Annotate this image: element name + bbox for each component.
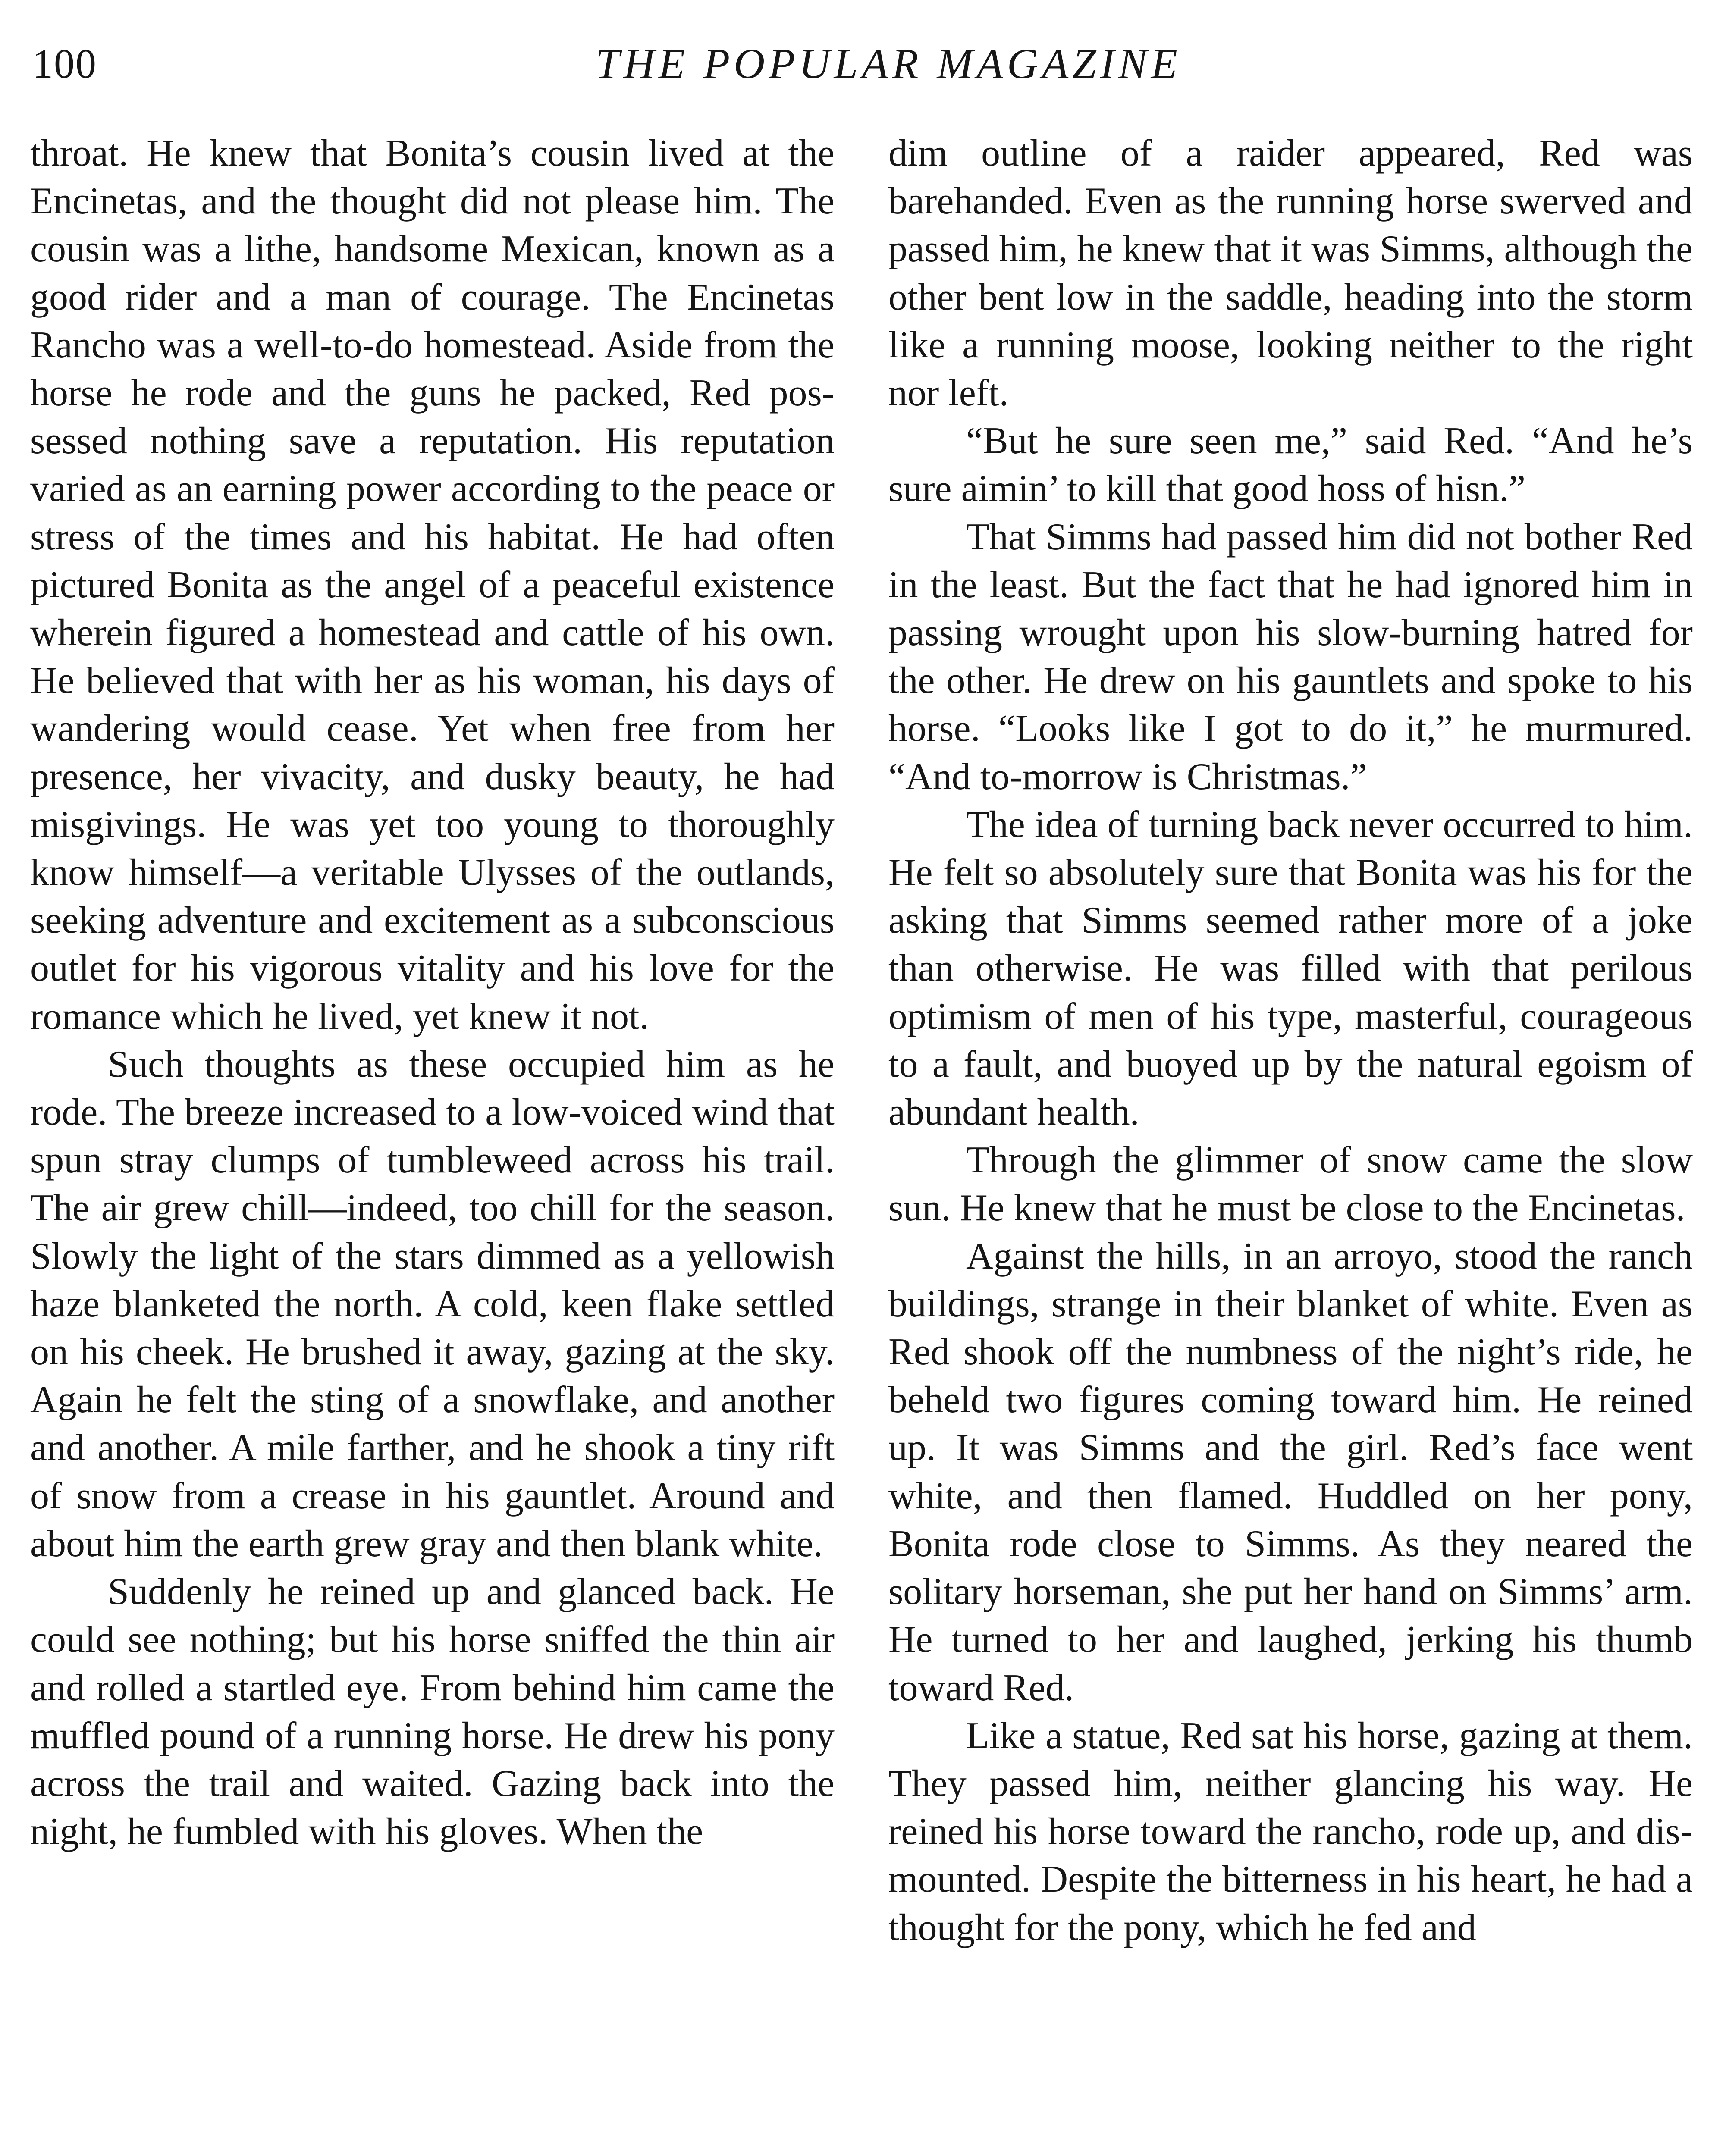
paragraph: dim outline of a raider appeared, Red was barehanded. Even as the running horse swerved and passed him, he knew that it was Simms, although the other bent low in the saddle, heading into the storm like a running moose, looking neither to the right nor left.	[888, 132, 1693, 414]
paragraph: Such thoughts as these occupied him as he rode. The breeze increased to a low-voiced wind that spun stray clumps of tumbleweed across his trail. The air grew chill—indeed, too chill for the season. Slowly the light of the stars dimmed as a yellowish haze blanketed the north. A cold, keen flake settled on his cheek. He brushed it away, gazing at the sky. Again he felt the sting of a snowflake, and another and another. A mile farther, and he shook a tiny rift of snow from a crease in his gauntlet. Around and about him the earth grew gray and then blank white.	[30, 1043, 835, 1565]
paragraph: throat. He knew that Bonita’s cousin lived at the Encinetas, and the thought did not please him. The cousin was a lithe, handsome Mexican, known as a good rider and a man of courage. The Encinetas Rancho was a well-to-do homestead. Aside from the horse he rode and the guns he packed, Red possessed nothing save a reputation. His reputation varied as an earning power according to the peace or stress of the times and his habitat. He had often pictured Bonita as the angel of a peaceful existence wherein figured a homestead and cattle of his own. He believed that with her as his woman, his days of wandering would cease. Yet when free from her presence, her vivacity, and dusky beauty, he had misgivings. He was yet too young to thoroughly know himself—a veritable Ulysses of the outlands, seeking adventure and excitement as a subconscious outlet for his vigorous vitality and his love for the romance which he lived, yet knew it not.	[30, 132, 835, 1037]
page-header	[32, 38, 1693, 94]
left-column	[30, 129, 835, 1855]
paragraph: “But he sure seen me,” said Red. “And he’s sure aimin’ to kill that good hoss of hisn.”	[888, 420, 1693, 510]
paragraph: Through the glimmer of snow came the slow sun. He knew that he must be close to the Encinetas.	[888, 1139, 1693, 1229]
paragraph: That Simms had passed him did not bother Red in the least. But the fact that he had ignored him in passing wrought upon his slow-burning hatred for the other. He drew on his gauntlets and spoke to his horse. “Looks like I got to do it,” he murmured. “And to-morrow is Christmas.”	[888, 516, 1693, 798]
paragraph: Against the hills, in an arroyo, stood the ranch buildings, strange in their blanket of white. Even as Red shook off the numbness of the night’s ride, he beheld two figures coming toward him. He reined up. It was Simms and the girl. Red’s face went white, and then flamed. Huddled on her pony, Bonita rode close to Simms. As they neared the solitary horseman, she put her hand on Simms’ arm. He turned to her and laughed, jerking his thumb toward Red.	[888, 1235, 1693, 1709]
running-title: THE POPULAR MAGAZINE	[596, 40, 1181, 88]
paragraph: Like a statue, Red sat his horse, gazing at them. They passed him, neither glancing his way. He reined his horse toward the rancho, rode up, and dismounted. Despite the bitterness in his heart, he had a thought for the pony, which he fed and	[888, 1714, 1693, 1949]
page-number: 100	[32, 41, 97, 87]
paragraph: Suddenly he reined up and glanced back. He could see nothing; but his horse sniffed the thin air and rolled a startled eye. From behind him came the muffled pound of a running horse. He drew his pony across the trail and waited. Gazing back into the night, he fumbled with his gloves. When the	[30, 1571, 835, 1853]
paragraph: The idea of turning back never occurred to him. He felt so absolutely sure that Bonita was his for the asking that Simms seemed rather more of a joke than otherwise. He was filled with that perilous optimism of men of his type, masterful, courageous to a fault, and buoyed up by the natural egoism of abundant health.	[888, 803, 1693, 1134]
right-column	[888, 129, 1693, 1952]
